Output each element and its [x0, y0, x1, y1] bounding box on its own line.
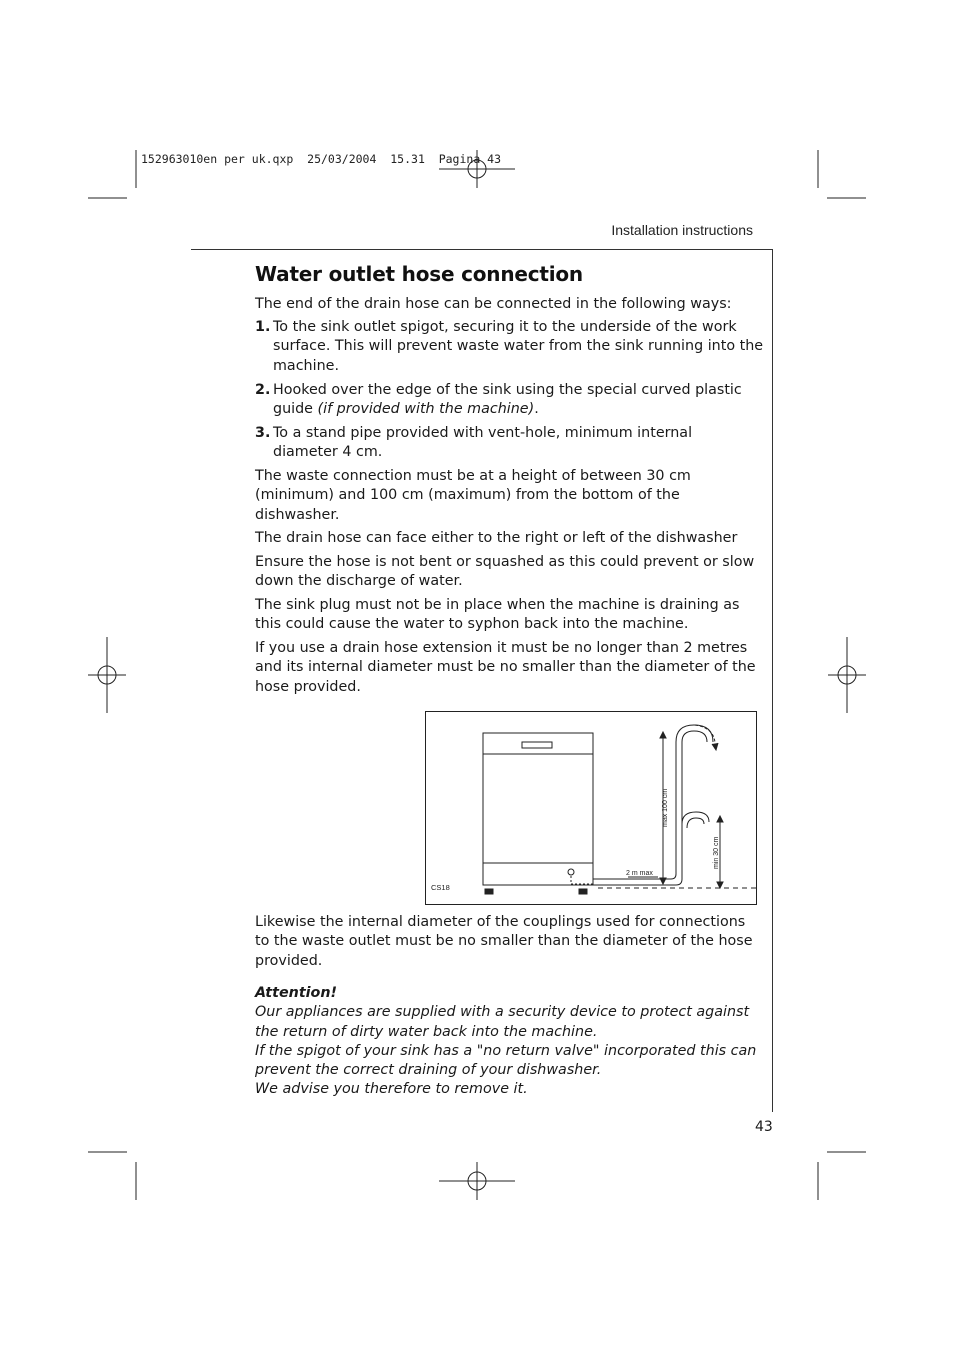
- attention-line: We advise you therefore to remove it.: [255, 1081, 528, 1098]
- section-header: Installation instructions: [611, 222, 753, 238]
- paragraph-line: If you use a drain hose extension it must be no longer than 2 metres: [255, 640, 748, 656]
- list-item: [255, 318, 765, 376]
- paragraph: [255, 529, 761, 548]
- paragraph-line: Ensure the hose is not bent or squashed as this could prevent or slow: [255, 554, 755, 570]
- list-item: [255, 424, 765, 463]
- paragraph-line: and its internal diameter must be no smaller than the diameter of the: [255, 659, 756, 676]
- list-item-number: 1.: [255, 319, 271, 335]
- attention-note: [255, 984, 765, 1100]
- paragraph-line: The drain hose can face either to the right or left of the dishwasher: [255, 530, 738, 546]
- print-slug: 152963010en per uk.qxp 25/03/2004 15.31 Pagina 43: [141, 152, 502, 166]
- paragraph-line: provided.: [255, 952, 323, 969]
- list-item-line: diameter 4 cm.: [273, 444, 383, 461]
- control-panel: [522, 742, 552, 748]
- attention-line: prevent the correct draining of your dishwasher.: [255, 1062, 602, 1079]
- header-rule: [191, 249, 773, 250]
- paragraph-line: down the discharge of water.: [255, 573, 463, 590]
- list-item-line: Hooked over the edge of the sink using the special curved plastic: [273, 382, 742, 398]
- drain-hose-diagram: [426, 712, 756, 904]
- right-margin-rule: [772, 249, 773, 1112]
- page-title: Water outlet hose connection: [255, 262, 583, 286]
- paragraph-line: dishwasher.: [255, 506, 340, 523]
- paragraph-line: this could cause the water to syphon back into the machine.: [255, 616, 689, 633]
- paragraph: [255, 639, 761, 697]
- attention-line: Our appliances are supplied with a security device to protect against: [255, 1004, 750, 1021]
- paragraph-line: The waste connection must be at a height of between 30 cm: [255, 468, 691, 484]
- intro-paragraph: The end of the drain hose can be connected in the following ways:: [255, 296, 732, 312]
- max-height-label: max 100 cm: [662, 788, 669, 827]
- list-item-text: .: [534, 401, 539, 418]
- list-item-line: To a stand pipe provided with vent-hole, minimum internal: [273, 425, 693, 441]
- hose-length-label: 2 m max: [626, 870, 653, 877]
- list-item-line: To the sink outlet spigot, securing it to the underside of the work: [273, 319, 737, 335]
- paragraph-line: to the waste outlet must be no smaller than the diameter of the hose: [255, 933, 753, 950]
- paragraph: [255, 553, 761, 592]
- paragraph: [255, 596, 761, 635]
- list-item-number: 2.: [255, 382, 271, 398]
- list-item-line: [273, 400, 765, 419]
- paragraph: [255, 467, 761, 525]
- drain-hose-figure: [425, 711, 757, 905]
- page-number: 43: [755, 1119, 773, 1135]
- paragraph-line: hose provided.: [255, 678, 361, 695]
- list-item-text: guide: [273, 401, 318, 418]
- dishwasher-outline: [483, 733, 593, 885]
- attention-line: the return of dirty water back into the machine.: [255, 1023, 598, 1040]
- list-item-number: 3.: [255, 425, 271, 441]
- figure-code: CS18: [431, 883, 450, 892]
- list-item-italic-note: (if provided with the machine): [317, 401, 535, 418]
- paragraph: [255, 913, 761, 971]
- min-height-label: min 30 cm: [713, 836, 720, 869]
- list-item-line: machine.: [273, 357, 339, 374]
- list-item-line: surface. This will prevent waste water from the sink running into the: [273, 338, 764, 355]
- paragraph-line: Likewise the internal diameter of the couplings used for connections: [255, 914, 746, 930]
- paragraph-line: (minimum) and 100 cm (maximum) from the bottom of the: [255, 487, 680, 504]
- attention-heading: Attention!: [255, 985, 338, 1001]
- paragraph-line: The sink plug must not be in place when the machine is draining as: [255, 597, 740, 613]
- attention-line: If the spigot of your sink has a "no return valve" incorporated this can: [255, 1042, 757, 1059]
- list-item: [255, 381, 765, 420]
